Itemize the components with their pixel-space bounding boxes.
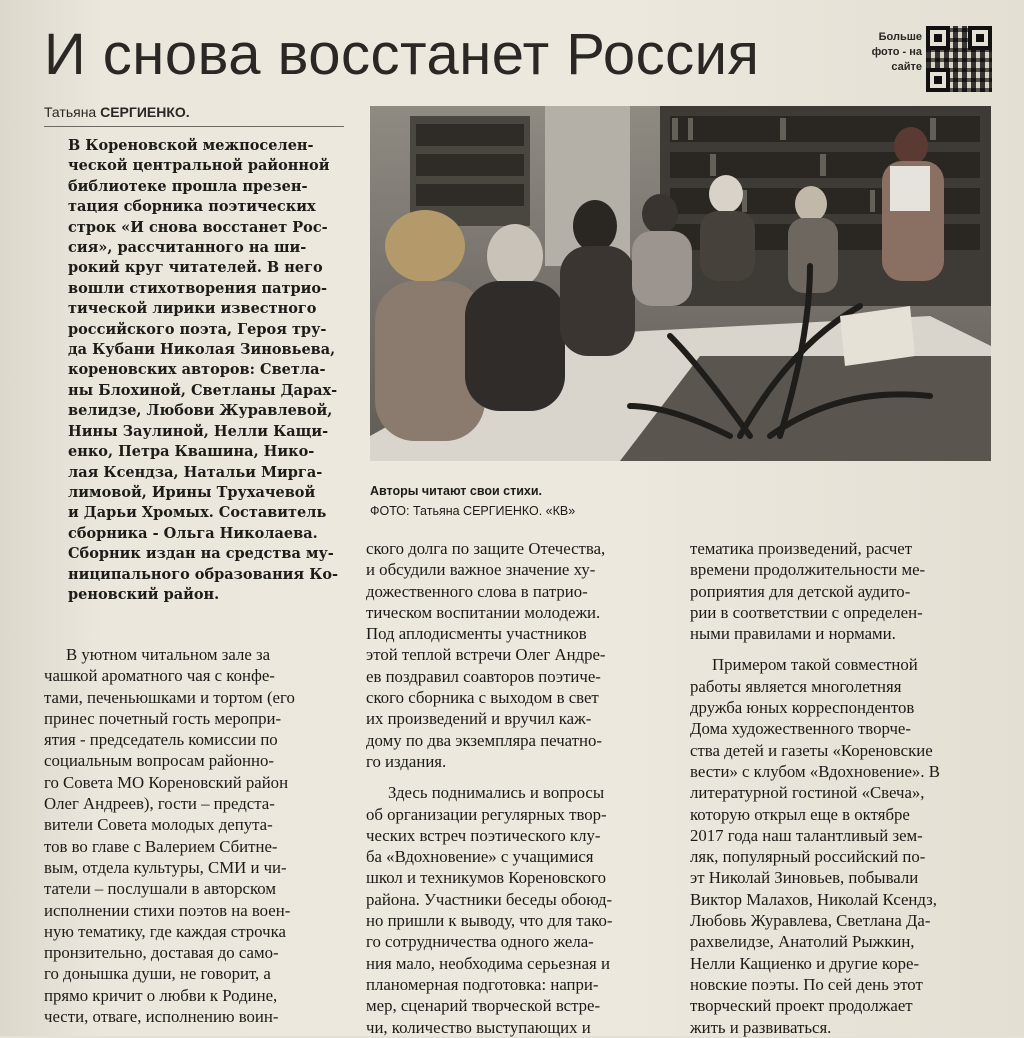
text-line: енко, Петра Квашина, Нико- [68,443,315,461]
text-line: эт Николай Зиновьев, побывали [690,868,919,888]
text-line: Нелли Кащиенко и другие коре- [690,953,920,973]
photo-caption: Авторы читают свои стихи. [370,484,543,498]
text-line: тематика произведений, расчет [690,539,913,558]
text-line: вошли стихотворения патрио- [68,279,328,297]
text-line: ными правилами и нормами. [690,624,896,644]
lead-paragraph [68,136,360,605]
text-line: этой теплой встречи Олег Андре- [366,645,606,665]
text-line: тической лирики известного [68,300,317,318]
text-line: ского сборника с выходом в свет [366,688,599,708]
text-line: го издания. [366,751,447,771]
text-line: рокий круг читателей. В него [68,259,323,277]
text-line: школ и техникумов Кореновского [366,868,607,888]
text-line: ляк, популярный российский по- [690,847,926,867]
article-photo [370,106,991,461]
text-line: рахвелидзе, Анатолий Рыжкин, [690,932,915,952]
text-line: велидзе, Любови Журавлевой, [68,402,333,420]
more-photo-line: сайте [891,61,922,73]
text-line: которую открыл еще в октябре [690,804,910,824]
text-line: об организации регулярных твор- [366,804,607,824]
article-column-3 [690,538,990,1038]
text-line: Сборник издан на средства му- [68,545,334,563]
text-line: ную тематику, где каждая строчка [44,921,286,941]
text-line: района. Участники беседы обоюд- [366,889,613,909]
article-headline: И снова восстанет Россия [44,22,760,87]
text-line: жить и развиваться. [690,1017,832,1037]
text-line: Нины Заулиной, Нелли Кащи- [68,422,329,440]
text-line: дружба юных корреспондентов [690,698,915,718]
text-line: татели – послушали в авторском [44,879,276,899]
byline [44,104,190,120]
text-line: го Совета МО Кореновский район [44,772,289,792]
text-line: ского долга по защите Отечества, [366,539,606,558]
author-last-name: СЕРГИЕНКО. [100,104,190,120]
text-line: Олег Андреев), гости – предста- [44,794,275,814]
text-line: чести, отваге, исполнению воин- [44,1007,279,1027]
text-line: ства детей и газеты «Кореновские [690,740,933,760]
text-line: го донышка души, не говорит, а [44,964,271,984]
text-line: вители Совета молодых депута- [44,815,273,835]
text-line: кореновских авторов: Светла- [68,361,326,379]
text-line: Примером такой совместной [712,655,918,675]
text-line: Виктор Малахов, Николай Ксендз, [690,889,937,909]
text-line: рии в соответствии с определен- [690,602,923,622]
text-line: творческий проект продолжает [690,996,913,1016]
text-line: принес почетный гость меропри- [44,708,282,728]
text-line: тическом воспитании молодежи. [366,602,601,622]
text-line: литературной гостиной «Свеча», [690,783,925,803]
text-line: сборника - Ольга Николаева. [68,524,318,542]
author-first-name: Татьяна [44,104,97,120]
text-line: чашкой ароматного чая с конфе- [44,666,275,686]
text-line: лимовой, Ирины Трухачевой [68,483,316,501]
text-line: да Кубани Николая Зиновьева, [68,341,336,359]
text-line: тация сборника поэтических [68,198,316,216]
text-line: российского поэта, Героя тру- [68,320,327,338]
text-line: ев поздравил соавторов поэтиче- [366,666,601,686]
text-line: ны Блохиной, Светланы Дарах- [68,381,338,399]
text-line: чи, количество выступающих и [366,1017,591,1037]
text-line: тов во главе с Валерием Сбитне- [44,836,278,856]
text-line: ятия - председатель комиссии по [44,730,278,750]
text-line: ния мало, необходима серьезная и [366,953,610,973]
text-line: вым, отдела культуры, СМИ и чи- [44,857,287,877]
text-line: новские поэты. По сей день этот [690,974,923,994]
text-line: и обсудили важное значение ху- [366,560,596,580]
byline-divider [44,126,344,127]
text-line: работы является многолетняя [690,676,902,696]
text-line: 2017 года наш талантливый зем- [690,825,923,845]
text-line: строк «И снова восстанет Рос- [68,218,328,236]
text-line: ческих встреч поэтического клу- [366,825,601,845]
text-line: ниципального образования Ко- [68,565,339,583]
text-line: и Дарьи Хромых. Составитель [68,504,327,522]
text-line: роприятия для детской аудито- [690,581,911,601]
text-line: вести» с клубом «Вдохновение». В [690,761,940,781]
text-line: ческой центральной районной [68,157,330,175]
text-line: дожественного слова в патрио- [366,581,588,601]
more-photo-line: Больше [878,31,922,43]
text-line: времени продолжительности ме- [690,560,926,580]
text-line: Дома художественного творче- [690,719,911,739]
text-line: пронзительно, доставая до само- [44,943,279,963]
more-photo-note [866,30,922,75]
text-line: сия», рассчитанного на ши- [68,239,307,257]
text-line: библиотеке прошла презен- [68,177,308,195]
text-line: Здесь поднимались и вопросы [388,783,605,803]
photo-credit: ФОТО: Татьяна СЕРГИЕНКО. «КВ» [370,504,576,518]
text-line: дому по два экземпляра печатно- [366,730,602,750]
text-line: В уютном читальном зале за [66,645,271,664]
text-line: исполнении стихи поэтов на воен- [44,900,291,920]
library-reading-photo [370,106,991,461]
text-line: социальным вопросам районно- [44,751,274,771]
text-line: лая Ксендза, Натальи Мирга- [68,463,323,481]
text-line: реновский район. [68,585,220,603]
article-column-1 [44,644,344,1027]
paragraph-gap [366,772,666,782]
text-line: планомерная подготовка: напри- [366,974,599,994]
text-line: тами, печеньюшками и тортом (его [44,687,295,707]
text-line: В Кореновской межпоселен- [68,137,314,154]
paragraph-gap [690,644,990,654]
text-line: Под аплодисменты участников [366,624,587,644]
text-line: но пришли к выводу, что для тако- [366,911,613,931]
text-line: мер, сценарий творческой встре- [366,996,601,1016]
more-photo-line: фото - на [871,46,922,58]
text-line: ба «Вдохновение» с учащимися [366,847,594,867]
text-line: го сотрудничества одного жела- [366,932,594,952]
text-line: их произведений и вручил каж- [366,709,592,729]
article-column-2 [366,538,666,1038]
text-line: Любовь Журавлева, Светлана Да- [690,911,931,931]
qr-code-icon[interactable] [926,26,992,92]
text-line: прямо кричит о любви к Родине, [44,985,278,1005]
